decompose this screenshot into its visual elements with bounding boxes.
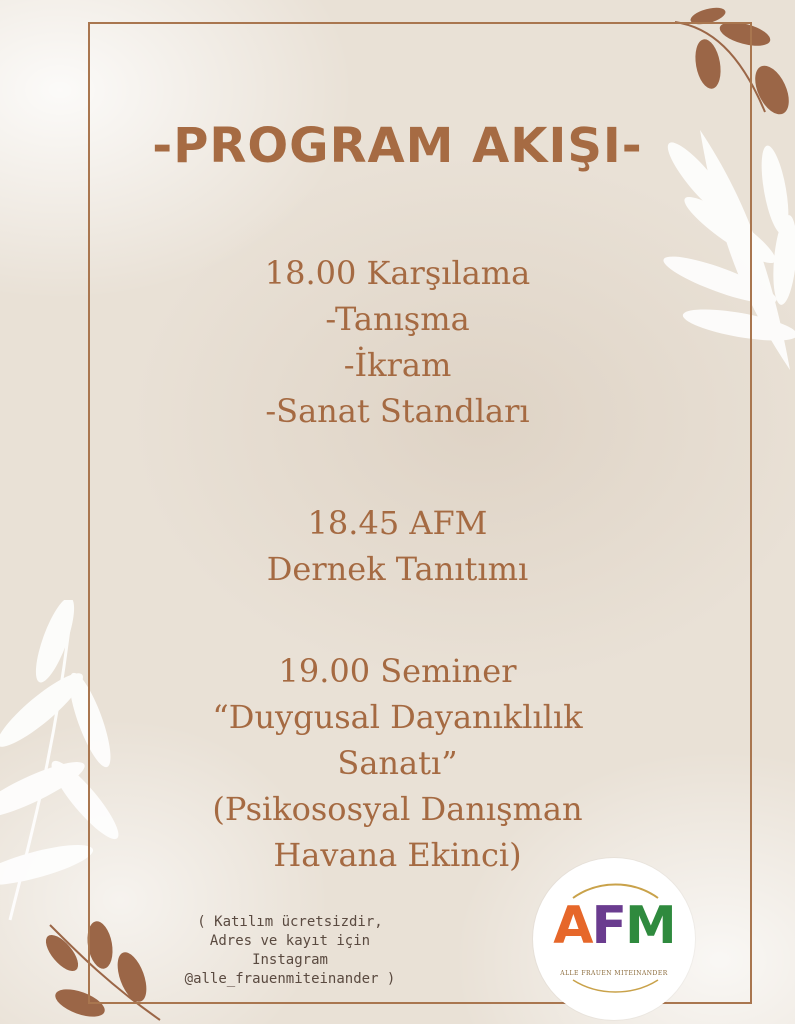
schedule-line: 19.00 Seminer	[278, 652, 517, 690]
logo-subtitle: ALLE FRAUEN MITEINANDER	[560, 970, 668, 977]
schedule-line: Havana Ekinci)	[273, 836, 522, 874]
page-title: -PROGRAM AKIŞI-	[152, 118, 643, 174]
schedule-line: Dernek Tanıtımı	[266, 550, 529, 588]
schedule-line: 18.00 Karşılama	[264, 254, 531, 292]
footer-note-line: Instagram	[252, 952, 328, 968]
schedule-line: 18.45 AFM	[307, 504, 488, 542]
schedule-section-afm	[0, 500, 795, 592]
schedule-section-welcome	[0, 250, 795, 434]
footer-note-line: @alle_frauenmiteinander )	[184, 971, 396, 987]
schedule-line: Sanatı”	[337, 744, 458, 782]
logo-letter-f: F	[591, 896, 626, 956]
logo-letter-a: A	[553, 896, 592, 956]
schedule-line: -İkram	[343, 346, 452, 384]
footer-note	[140, 913, 440, 989]
logo-letter-m: M	[625, 896, 675, 956]
schedule-section-seminar	[0, 648, 795, 878]
logo-letters	[533, 896, 695, 956]
footer-note-line: Adres ve kayıt için	[209, 933, 371, 949]
schedule-line: -Sanat Standları	[265, 392, 530, 430]
schedule-line: “Duygusal Dayanıklılık	[212, 698, 583, 736]
schedule-line: -Tanışma	[325, 300, 470, 338]
footer-note-line: ( Katılım ücretsizdir,	[197, 914, 383, 930]
afm-logo	[533, 858, 695, 1020]
schedule-line: (Psikososyal Danışman	[212, 790, 583, 828]
